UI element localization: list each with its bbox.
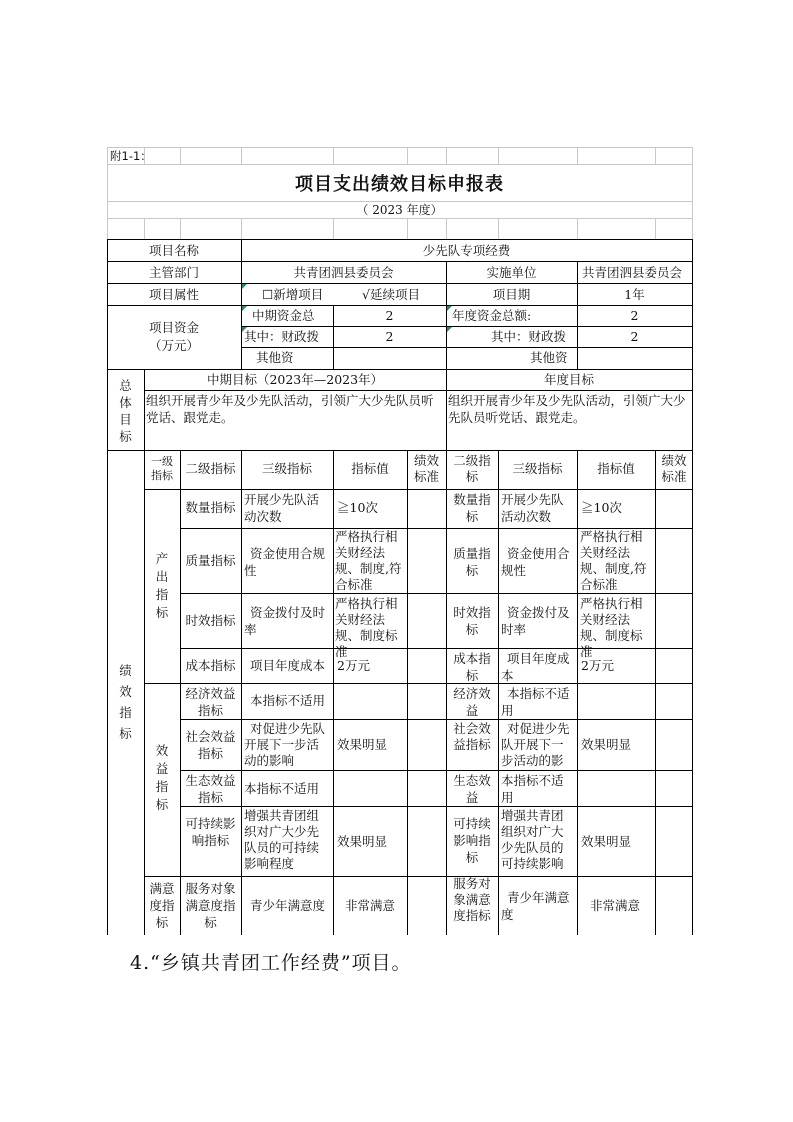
footer-section-heading: 4.“乡镇共青团工作经费”项目。	[130, 952, 412, 974]
period-value: 1年	[624, 287, 645, 302]
year-header-level2: 二级指标	[453, 453, 491, 484]
row-economic-l2: 经济效益指标	[185, 686, 236, 718]
cell-marker	[242, 284, 247, 289]
row-quantity-l3: 开展少先队活动次数	[244, 492, 320, 524]
row-cost-l3: 项目年度成本	[250, 658, 326, 673]
indicators-side-label: 绩 效 指 标	[119, 663, 132, 741]
row-quantity-y-l2: 数量指标	[453, 492, 491, 524]
row-ecological-l2: 生态效益指标	[185, 773, 236, 805]
row-satisfaction-y-l2: 服务对象满意度指标	[453, 876, 491, 923]
cell-marker	[447, 327, 452, 332]
row-quality-y-l3: 资金使用合规性	[501, 546, 570, 578]
project-name-label: 项目名称	[148, 243, 199, 258]
row-quantity-value: ≧10次	[337, 500, 378, 515]
header-level1: 一级指标	[151, 455, 173, 482]
row-social-y-value: 效果明显	[581, 737, 632, 752]
year-total-label: 年度资金总额:	[452, 308, 532, 323]
period-label: 项目期	[492, 287, 531, 302]
dept-value: 共青团泗县委员会	[293, 265, 394, 280]
mid-goal-text: 组织开展青少年及少先队活动，引领广大少先队员听党话、跟党走。	[146, 393, 434, 425]
row-cost-y-l2: 成本指标	[453, 651, 491, 683]
mid-total-label: 中期资金总	[252, 308, 315, 323]
mid-total-value: 2	[385, 308, 394, 323]
cell-marker	[242, 306, 247, 311]
row-timeliness-l2: 时效指标	[185, 613, 236, 628]
mid-other-label: 其他资	[256, 350, 294, 365]
row-timeliness-l3: 资金拨付及时率	[244, 605, 326, 637]
row-sustainable-l2: 可持续影响指标	[185, 816, 236, 848]
row-quality-y-value: 严格执行相关财经法规、制度,符合标准	[580, 529, 647, 592]
year-header-standard: 绩效标准	[661, 453, 687, 484]
row-quality-value: 严格执行相关财经法规、制度,符合标准	[335, 529, 402, 592]
row-timeliness-value: 严格执行相关财经法规、制度标准	[335, 596, 398, 659]
row-satisfaction-value: 非常满意	[345, 898, 396, 913]
row-sustainable-value: 效果明显	[337, 834, 388, 849]
row-satisfaction-y-value: 非常满意	[590, 898, 641, 913]
row-ecological-l3: 本指标不适用	[244, 781, 320, 796]
row-ecological-y-l3: 本指标不适用	[501, 773, 564, 805]
year-header-value: 指标值	[597, 461, 635, 476]
mid-goal-header: 中期目标（2023年—2023年）	[206, 372, 384, 387]
year-other-label: 其他资	[530, 350, 568, 365]
attachment-label: 附1-1：	[110, 149, 152, 163]
header-value: 指标值	[351, 461, 389, 476]
row-quality-l3: 资金使用合规性	[244, 546, 326, 578]
impl-value: 共青团泗县委员会	[582, 265, 683, 280]
row-economic-y-l3: 本指标不适用	[501, 686, 570, 718]
attr-continued-checkbox: √延续项目	[362, 287, 420, 302]
year-header-level3: 三级指标	[512, 461, 563, 476]
year-goal-text: 组织开展青少年及少先队活动，引领广大少先队员听党话、跟党走。	[448, 393, 686, 425]
row-quantity-y-l3: 开展少先队活动次数	[501, 492, 564, 524]
row-sustainable-y-l3: 增强共青团组织对广大少先队员的可持续影响	[501, 808, 564, 871]
header-level2: 二级指标	[185, 461, 236, 476]
dept-label: 主管部门	[148, 265, 199, 280]
row-social-y-l2: 社会效益指标	[453, 721, 491, 752]
page-title: 项目支出绩效目标申报表	[295, 174, 504, 195]
year-line: （ 2023 年度）	[356, 203, 443, 217]
row-economic-l3: 本指标不适用	[250, 693, 326, 708]
funds-label-1: 项目资金	[148, 320, 199, 335]
mid-fiscal-label: 其中：财政拨	[244, 329, 320, 344]
row-economic-y-l2: 经济效益	[453, 686, 491, 718]
year-goal-header: 年度目标	[543, 372, 594, 387]
row-social-l3: 对促进少先队开展下一步活动的影响	[244, 721, 326, 768]
attr-label: 项目属性	[148, 287, 199, 302]
row-cost-value: 2万元	[337, 658, 370, 673]
row-social-value: 效果明显	[337, 737, 388, 752]
funds-label-2: （万元）	[148, 338, 199, 353]
row-sustainable-l3: 增强共青团组织对广大少先队员的可持续影响程度	[244, 808, 320, 871]
output-indicator-label: 产 出 指 标	[155, 551, 169, 620]
row-ecological-y-l2: 生态效益	[453, 773, 491, 805]
row-cost-l2: 成本指标	[185, 658, 236, 673]
satisfaction-indicator-label: 满意度指标	[149, 881, 175, 930]
row-cost-y-value: 2万元	[581, 658, 614, 673]
project-name: 少先队专项经费	[422, 243, 511, 258]
row-satisfaction-l3: 青少年满意度	[250, 898, 326, 913]
row-timeliness-y-value: 严格执行相关财经法规、制度标准	[580, 596, 643, 659]
header-level3: 三级指标	[261, 461, 312, 476]
goals-side-label: 总 体 目 标	[119, 378, 132, 444]
row-sustainable-y-l2: 可持续影响指标	[453, 816, 491, 865]
impl-label: 实施单位	[486, 265, 537, 280]
benefit-indicator-label: 效 益 指 标	[155, 743, 169, 812]
attr-new-checkbox: ☐新增项目	[262, 287, 324, 302]
year-fiscal-value: 2	[630, 329, 639, 344]
row-quality-l2: 质量指标	[185, 553, 236, 568]
mid-fiscal-value: 2	[385, 329, 394, 344]
row-satisfaction-l2: 服务对象满意度指标	[185, 881, 236, 930]
row-cost-y-l3: 项目年度成本	[501, 651, 570, 683]
row-quantity-y-value: ≧10次	[581, 500, 622, 515]
row-quality-y-l2: 质量指标	[453, 546, 491, 578]
year-total-value: 2	[630, 308, 639, 323]
year-fiscal-label: 其中：财政拨	[491, 329, 567, 344]
row-quantity-l2: 数量指标	[185, 500, 236, 515]
row-social-l2: 社会效益指标	[185, 729, 236, 761]
row-social-y-l3: 对促进少先队开展下一步活动的影	[501, 721, 570, 768]
row-timeliness-y-l2: 时效指标	[453, 605, 491, 637]
row-timeliness-y-l3: 资金拨付及时率	[501, 605, 570, 637]
header-standard: 绩效标准	[413, 453, 439, 484]
row-satisfaction-y-l3: 青少年满意度	[501, 890, 570, 922]
row-sustainable-y-value: 效果明显	[581, 834, 632, 849]
